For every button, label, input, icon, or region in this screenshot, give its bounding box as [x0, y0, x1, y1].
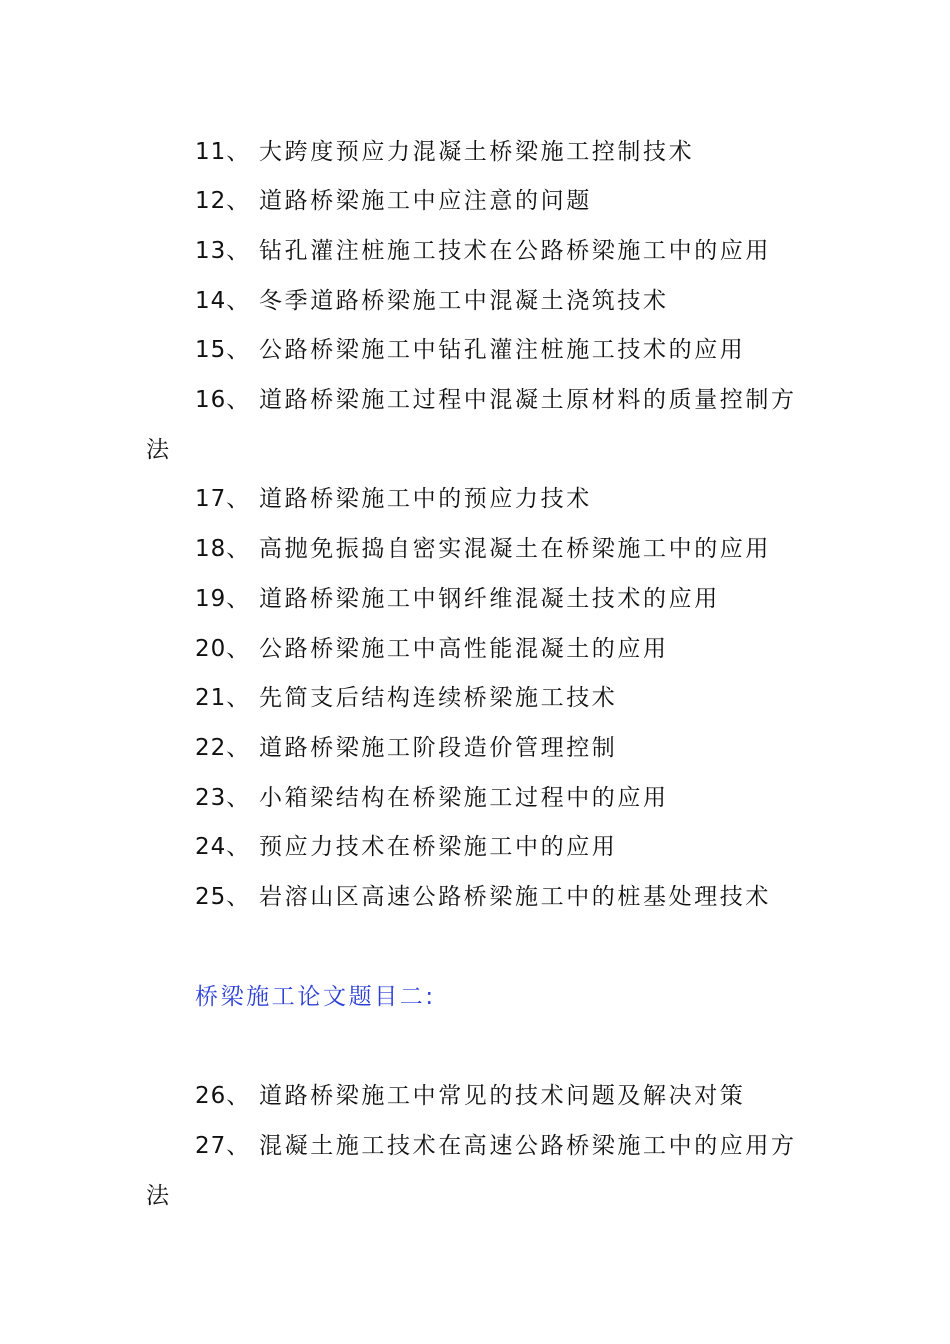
item-number: 17、	[195, 486, 251, 512]
item-number: 26、	[195, 1083, 251, 1109]
item-title: 小箱梁结构在桥梁施工过程中的应用	[259, 785, 669, 811]
item-number: 14、	[195, 288, 251, 314]
item-title: 混凝土施工技术在高速公路桥梁施工中的应用方	[259, 1133, 797, 1159]
item-number: 13、	[195, 238, 251, 264]
item-title-continuation: 法	[146, 437, 169, 463]
item-title: 道路桥梁施工中的预应力技术	[259, 486, 592, 512]
item-title: 钻孔灌注桩施工技术在公路桥梁施工中的应用	[259, 238, 771, 264]
item-number: 20、	[195, 636, 251, 662]
item-title: 道路桥梁施工阶段造价管理控制	[259, 735, 618, 761]
item-title: 高抛免振捣自密实混凝土在桥梁施工中的应用	[259, 536, 771, 562]
item-title: 大跨度预应力混凝土桥梁施工控制技术	[259, 139, 695, 165]
item-number: 21、	[195, 685, 251, 711]
item-number: 18、	[195, 536, 251, 562]
item-number: 24、	[195, 834, 251, 860]
item-title: 岩溶山区高速公路桥梁施工中的桩基处理技术	[259, 884, 771, 910]
item-title: 道路桥梁施工中应注意的问题	[259, 188, 592, 214]
item-number: 27、	[195, 1133, 251, 1159]
item-title: 公路桥梁施工中高性能混凝土的应用	[259, 636, 669, 662]
item-title-continuation: 法	[146, 1183, 169, 1209]
item-title: 道路桥梁施工中钢纤维混凝土技术的应用	[259, 586, 720, 612]
item-number: 15、	[195, 337, 251, 363]
item-number: 23、	[195, 785, 251, 811]
item-title: 冬季道路桥梁施工中混凝土浇筑技术	[259, 288, 669, 314]
item-title: 先简支后结构连续桥梁施工技术	[259, 685, 618, 711]
item-title: 道路桥梁施工过程中混凝土原材料的质量控制方	[259, 387, 797, 413]
item-title: 道路桥梁施工中常见的技术问题及解决对策	[259, 1083, 746, 1109]
item-number: 22、	[195, 735, 251, 761]
item-title: 预应力技术在桥梁施工中的应用	[259, 834, 618, 860]
item-title: 公路桥梁施工中钻孔灌注桩施工技术的应用	[259, 337, 746, 363]
item-number: 12、	[195, 188, 251, 214]
item-number: 19、	[195, 586, 251, 612]
item-number: 16、	[195, 387, 251, 413]
item-number: 25、	[195, 884, 251, 910]
item-number: 11、	[195, 139, 251, 165]
section-heading: 桥梁施工论文题目二:	[195, 984, 436, 1010]
